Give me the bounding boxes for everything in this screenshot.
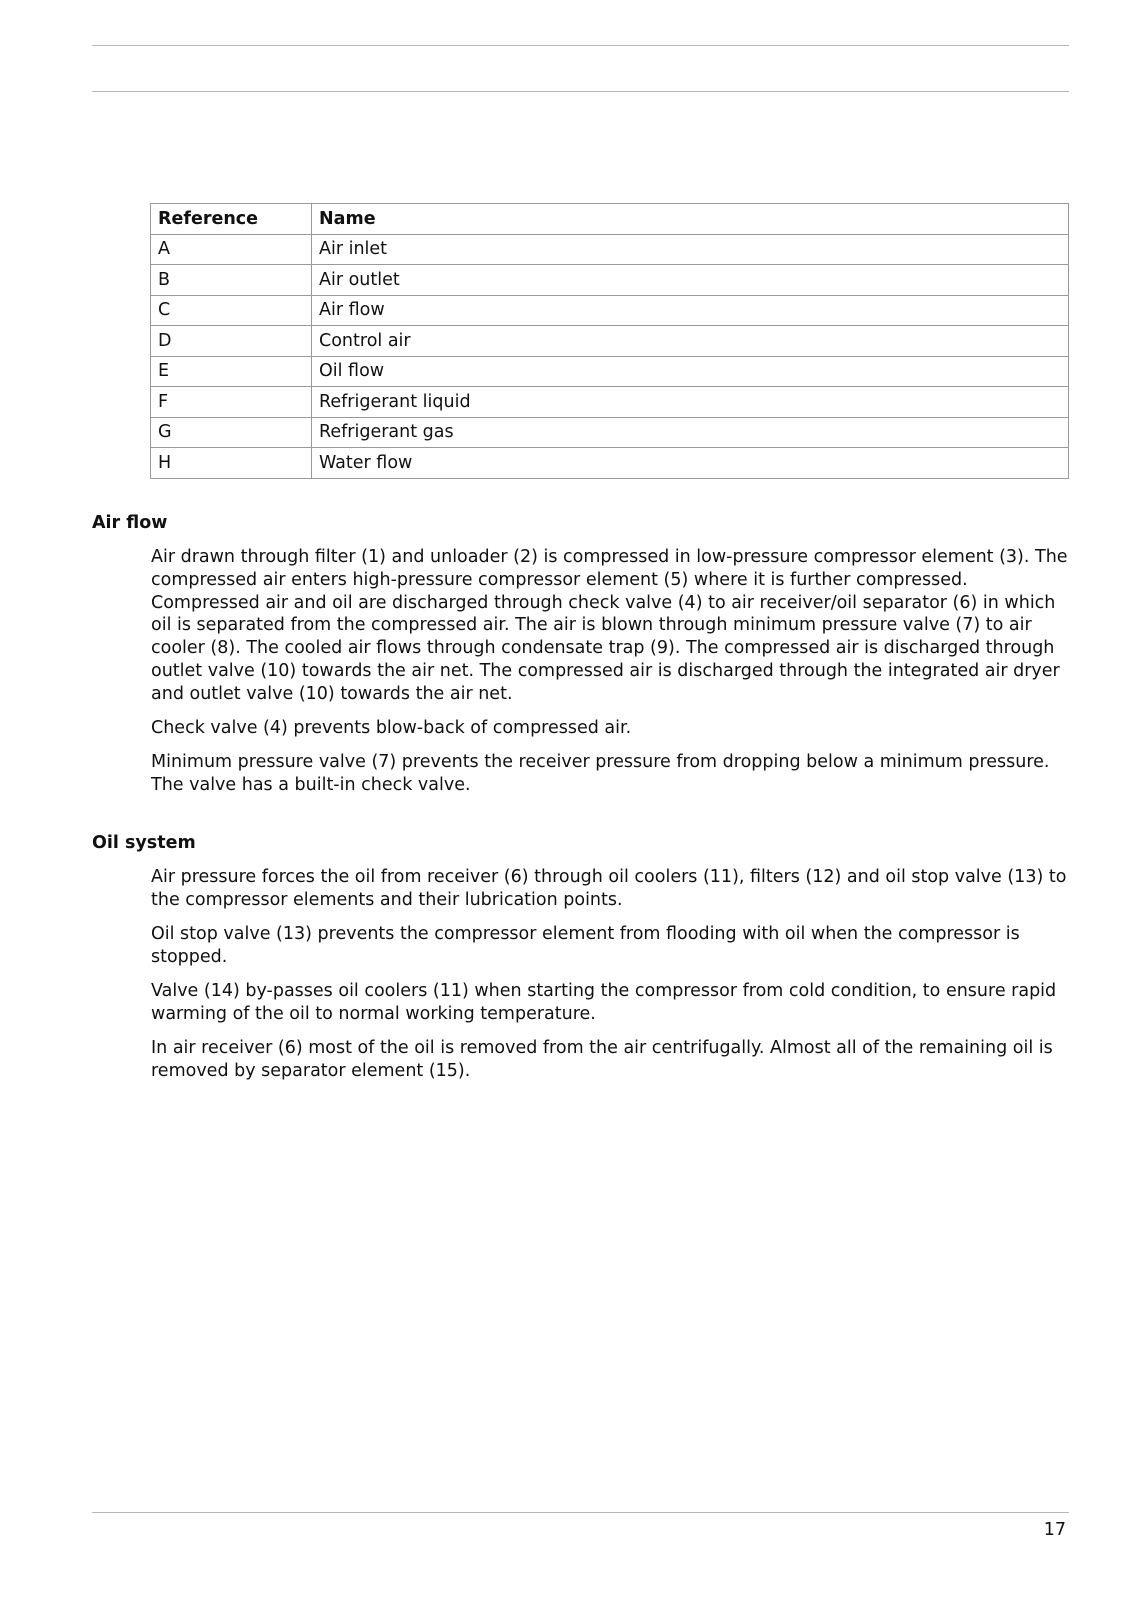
table-row [151,326,1069,357]
reference-cell: H [151,448,312,479]
table-row [151,387,1069,418]
name-cell: Oil flow [312,356,1069,387]
oil-system-heading: Oil system [92,833,196,853]
table-row [151,448,1069,479]
paragraph: In air receiver (6) most of the oil is removed from the air centrifugally. Almost all of the remaining oil is removed by separator element (15). [151,1038,1053,1082]
reference-cell: G [151,417,312,448]
table-row [151,356,1069,387]
footer-rule [92,1512,1069,1513]
paragraph: Minimum pressure valve (7) prevents the receiver pressure from dropping below a minimum pressure. The valve has a built-in check valve. [151,752,1050,796]
paragraph: Valve (14) by-passes oil coolers (11) when starting the compressor from cold condition, to ensure rapid warming of the oil to normal working temperature. [151,981,1057,1024]
reference-cell: F [151,387,312,418]
page-number: 17 [1043,1520,1066,1540]
oil-system-section [151,866,1071,1094]
reference-cell: E [151,356,312,387]
header-rule-top [92,45,1069,46]
name-cell: Refrigerant gas [312,417,1069,448]
column-header-name: Name [312,204,1069,235]
name-cell: Air flow [312,295,1069,326]
reference-cell: D [151,326,312,357]
name-cell: Control air [312,326,1069,357]
name-cell: Air inlet [312,234,1069,265]
table-row [151,234,1069,265]
table-row [151,295,1069,326]
name-cell: Air outlet [312,265,1069,296]
name-cell: Refrigerant liquid [312,387,1069,418]
column-header-reference: Reference [151,204,312,235]
paragraph: Oil stop valve (13) prevents the compressor element from flooding with oil when the compressor is stopped. [151,924,1020,967]
header-rule-bottom [92,91,1069,92]
reference-cell: A [151,234,312,265]
reference-cell: C [151,295,312,326]
air-flow-section [151,546,1071,808]
reference-cell: B [151,265,312,296]
name-cell: Water flow [312,448,1069,479]
table-row [151,265,1069,296]
paragraph: Air pressure forces the oil from receiver (6) through oil coolers (11), filters (12) and oil stop valve (13) to the compressor elements and their lubrication points. [151,867,1067,910]
air-flow-heading: Air flow [92,513,168,533]
paragraph: Check valve (4) prevents blow-back of compressed air. [151,718,632,739]
table-header-row [151,204,1069,235]
reference-table [150,203,1069,479]
table-row [151,417,1069,448]
paragraph: Air drawn through filter (1) and unloader (2) is compressed in low-pressure compressor element (3). The compressed air enters high-pressure compressor element (5) where it is further compressed. Compressed air and oil are discharged through check valve (4) to air receiver/oil separator (6) in which oil is separated from the compressed air. The air is blown through minimum pressure valve (7) to air cooler (8). The cooled air flows through condensate trap (9). The compressed air is discharged through outlet valve (10) towards the air net. The compressed air is discharged through the integrated air dryer and outlet valve (10) towards the air net. [151,547,1068,704]
